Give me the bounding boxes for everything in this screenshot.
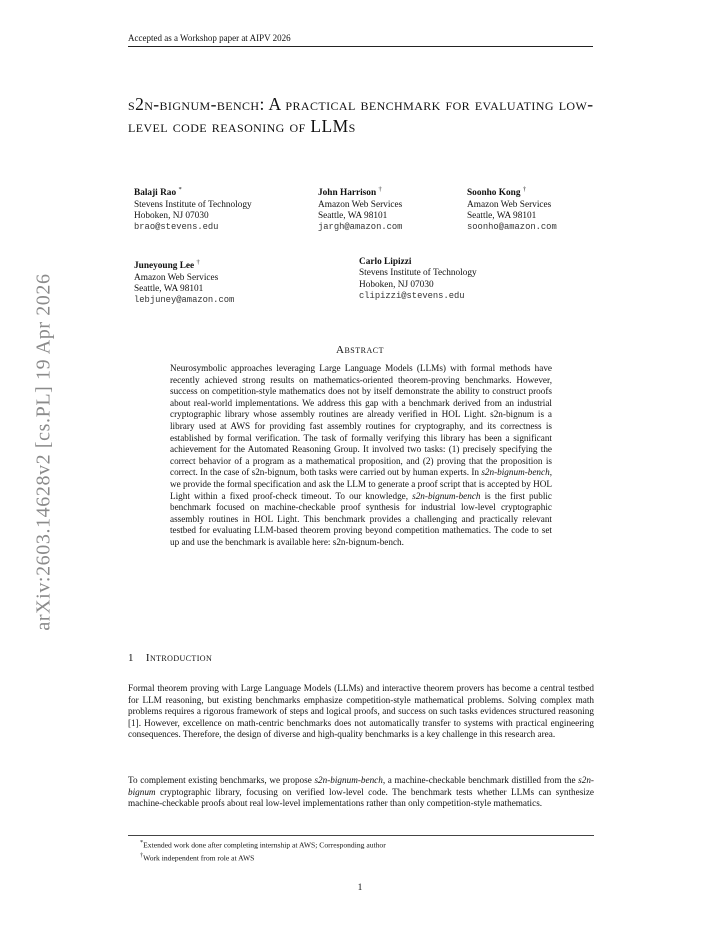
author-name: Soonho Kong <box>467 188 521 199</box>
arxiv-stamp[interactable]: arXiv:2603.14628v2 [cs.PL] 19 Apr 2026 <box>32 273 55 631</box>
footnote-mark: † <box>140 851 144 859</box>
intro-paragraph <box>128 775 594 810</box>
running-header: Accepted as a Workshop paper at AIPV 2026 <box>128 33 593 47</box>
author-email[interactable]: jargh@amazon.com <box>318 222 403 233</box>
author-address: Seattle, WA 98101 <box>318 210 388 221</box>
author-name: John Harrison <box>318 188 377 199</box>
author-address: Hoboken, NJ 07030 <box>359 279 434 290</box>
author-mark: † <box>196 259 200 266</box>
abstract-emphasis: s2n-bignum-bench <box>412 490 481 501</box>
author-name: Juneyoung Lee <box>134 261 195 272</box>
author-name: Carlo Lipizzi <box>359 257 412 267</box>
author-address: Hoboken, NJ 07030 <box>134 210 209 221</box>
abstract-heading: Abstract <box>336 344 384 356</box>
abstract-part: Neurosymbolic approaches leveraging Large Language Models (LLMs) with formal methods have recently achieved strong results on mathematics-oriented theorem-proving benchmarks. However, success on competition-style mathematics does not by itself demonstrate the ability to construct proofs about real-world implementations. We address this gap with a benchmark derived from an industrial cryptographic library whose assembly routines are already verified in HOL Light. s2n-bignum is a library used at AWS for providing fast assembly routines for cryptography, and its correctness is established by formal verification. The task of formally verifying this library has been a significant achievement for the Automated Reasoning Group. It involved two tasks: (1) precisely specifying the correct behavior of a program as a mathematical proposition, and (2) proving that the proposition is correct. In the case of s2n-bignum, both tasks were carried out by human experts. In <box>170 363 552 478</box>
footnote <box>128 851 594 864</box>
author-affiliation: Amazon Web Services <box>134 272 219 283</box>
footnote-text: Extended work done after completing internship at AWS; Corresponding author <box>143 840 386 850</box>
intro-paragraph: Formal theorem proving with Large Language Models (LLMs) and interactive theorem provers has become a central testbed for LLM reasoning, but existing benchmarks emphasize competition-style mathematical problems. Solving complex math problems requires a rigorous framework of steps and logical proofs, and success on such tasks evidences structured reasoning [1]. However, excellence on math-centric benchmarks does not automatically transfer to systems with practical engineering consequences. Therefore, the design of diverse and high-quality benchmarks is a key challenge in this research area. <box>128 683 594 739</box>
abstract-part: is the first public benchmark focused on machine-checkable proof synthesis for industrial low-level cryptographic assembly routines in HOL Light. This benchmark provides a challenging and practically relevant testbed for evaluating LLM-based theorem proving beyond competition mathematics. The code to set up and use the benchmark is available here: s2n-bignum-bench. <box>170 490 552 547</box>
author-affiliation: Amazon Web Services <box>467 199 552 210</box>
author-block <box>359 257 477 303</box>
page-number: 1 <box>357 883 363 893</box>
intro-emphasis: s2n-bignum-bench <box>314 775 383 785</box>
section-title: Introduction <box>145 652 213 664</box>
paper-title: s2n-bignum-bench: A practical benchmark for evaluating low-level code reasoning of LLMs <box>128 94 594 136</box>
intro-emphasis: s2n-bignum <box>128 775 594 797</box>
section-number: 1 <box>128 652 134 664</box>
intro-part: To complement existing benchmarks, we propose <box>128 775 315 785</box>
abstract-text <box>170 363 552 549</box>
footnotes <box>128 835 594 863</box>
footnote-text: Work independent from role at AWS <box>143 853 255 863</box>
author-mark: † <box>522 186 527 193</box>
footnote-mark: * <box>140 839 144 846</box>
author-block <box>134 257 234 307</box>
intro-part: , a machine-checkable benchmark distilled from the <box>382 775 579 785</box>
author-mark: † <box>378 186 382 193</box>
author-block <box>467 184 557 234</box>
intro-part: cryptographic library, focusing on verified low-level code. The benchmark tests whether LLMs can synthesize machine-checkable proofs about real low-level implementations rather than only competition-style mathematics. <box>128 786 594 808</box>
author-affiliation: Amazon Web Services <box>318 199 403 210</box>
author-email[interactable]: lebjuney@amazon.com <box>134 295 235 306</box>
author-email[interactable]: soonho@amazon.com <box>467 222 557 233</box>
footnote <box>128 838 594 851</box>
section-heading <box>128 652 212 664</box>
author-block <box>134 184 252 234</box>
author-address: Seattle, WA 98101 <box>467 210 537 221</box>
author-block <box>318 184 402 234</box>
abstract-emphasis: s2n-bignum-bench <box>481 467 550 478</box>
author-affiliation: Stevens Institute of Technology <box>359 268 477 279</box>
abstract-part: , we provide the formal specification and ask the LLM to generate a proof script that is accepted by HOL Light within a fixed proof-check timeout. To our knowledge, <box>170 467 552 501</box>
author-email[interactable]: brao@stevens.edu <box>134 222 219 233</box>
author-name: Balaji Rao <box>134 188 177 199</box>
author-affiliation: Stevens Institute of Technology <box>134 199 252 210</box>
author-email[interactable]: clipizzi@stevens.edu <box>359 291 465 302</box>
author-mark: * <box>178 186 182 193</box>
author-address: Seattle, WA 98101 <box>134 283 204 294</box>
